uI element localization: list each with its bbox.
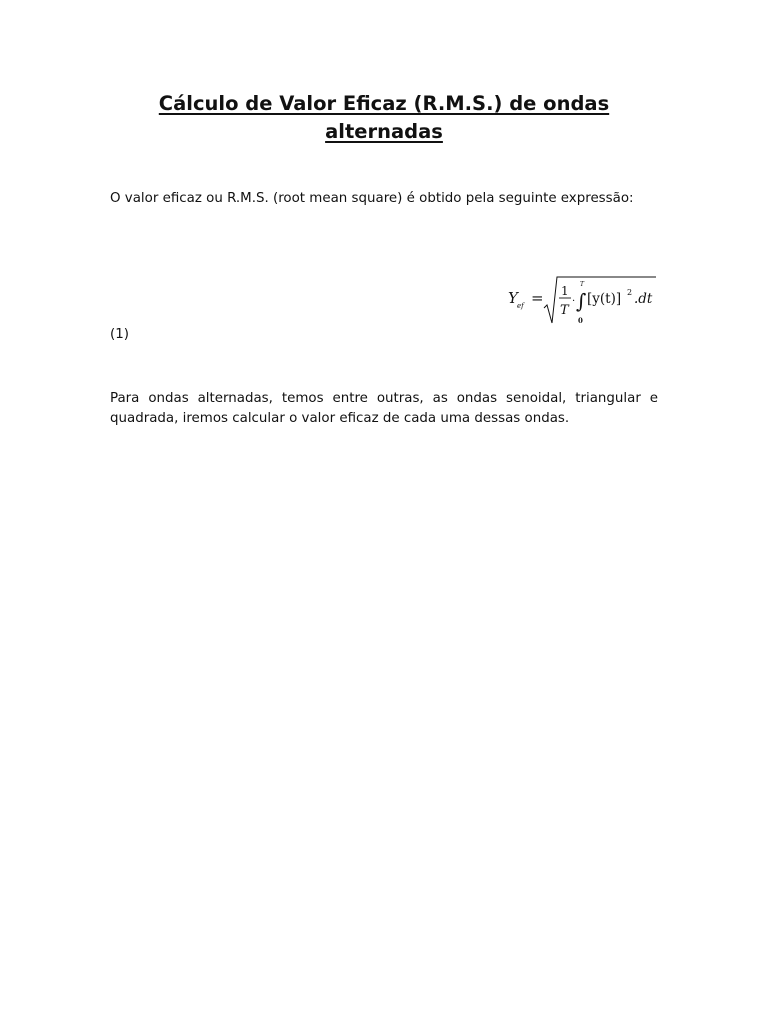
intro-paragraph: O valor eficaz ou R.M.S. (root mean square) é obtido pela seguinte expressão: — [110, 191, 634, 206]
lower-limit: 0 — [578, 316, 583, 325]
eq-differential: .dt — [634, 291, 653, 307]
eq-equals: = — [531, 289, 544, 307]
equation-number: (1) — [110, 327, 129, 342]
eq-numerator: 1 — [561, 284, 569, 298]
upper-limit: T — [580, 281, 585, 288]
rms-equation-graphic — [500, 268, 660, 328]
eq-lhs-subscript: ef — [517, 302, 524, 310]
waves-paragraph: Para ondas alternadas, temos entre outras, as ondas senoidal, triangular e quadrada, iremos calcular o valor eficaz de cada uma dessas ondas. — [110, 391, 658, 426]
eq-denominator: T — [560, 303, 569, 318]
eq-integrand: [y(t)] — [587, 291, 622, 307]
eq-exponent: 2 — [627, 288, 633, 297]
eq-lhs-symbol: Y — [508, 289, 518, 307]
integral-sign: ∫ — [576, 289, 587, 313]
page-title — [110, 90, 658, 146]
title-line-2: alternadas — [325, 120, 443, 143]
eq-dot: · — [572, 296, 576, 307]
title-line-1: Cálculo de Valor Eficaz (R.M.S.) de ondas — [158, 92, 610, 115]
rms-equation — [500, 268, 660, 328]
